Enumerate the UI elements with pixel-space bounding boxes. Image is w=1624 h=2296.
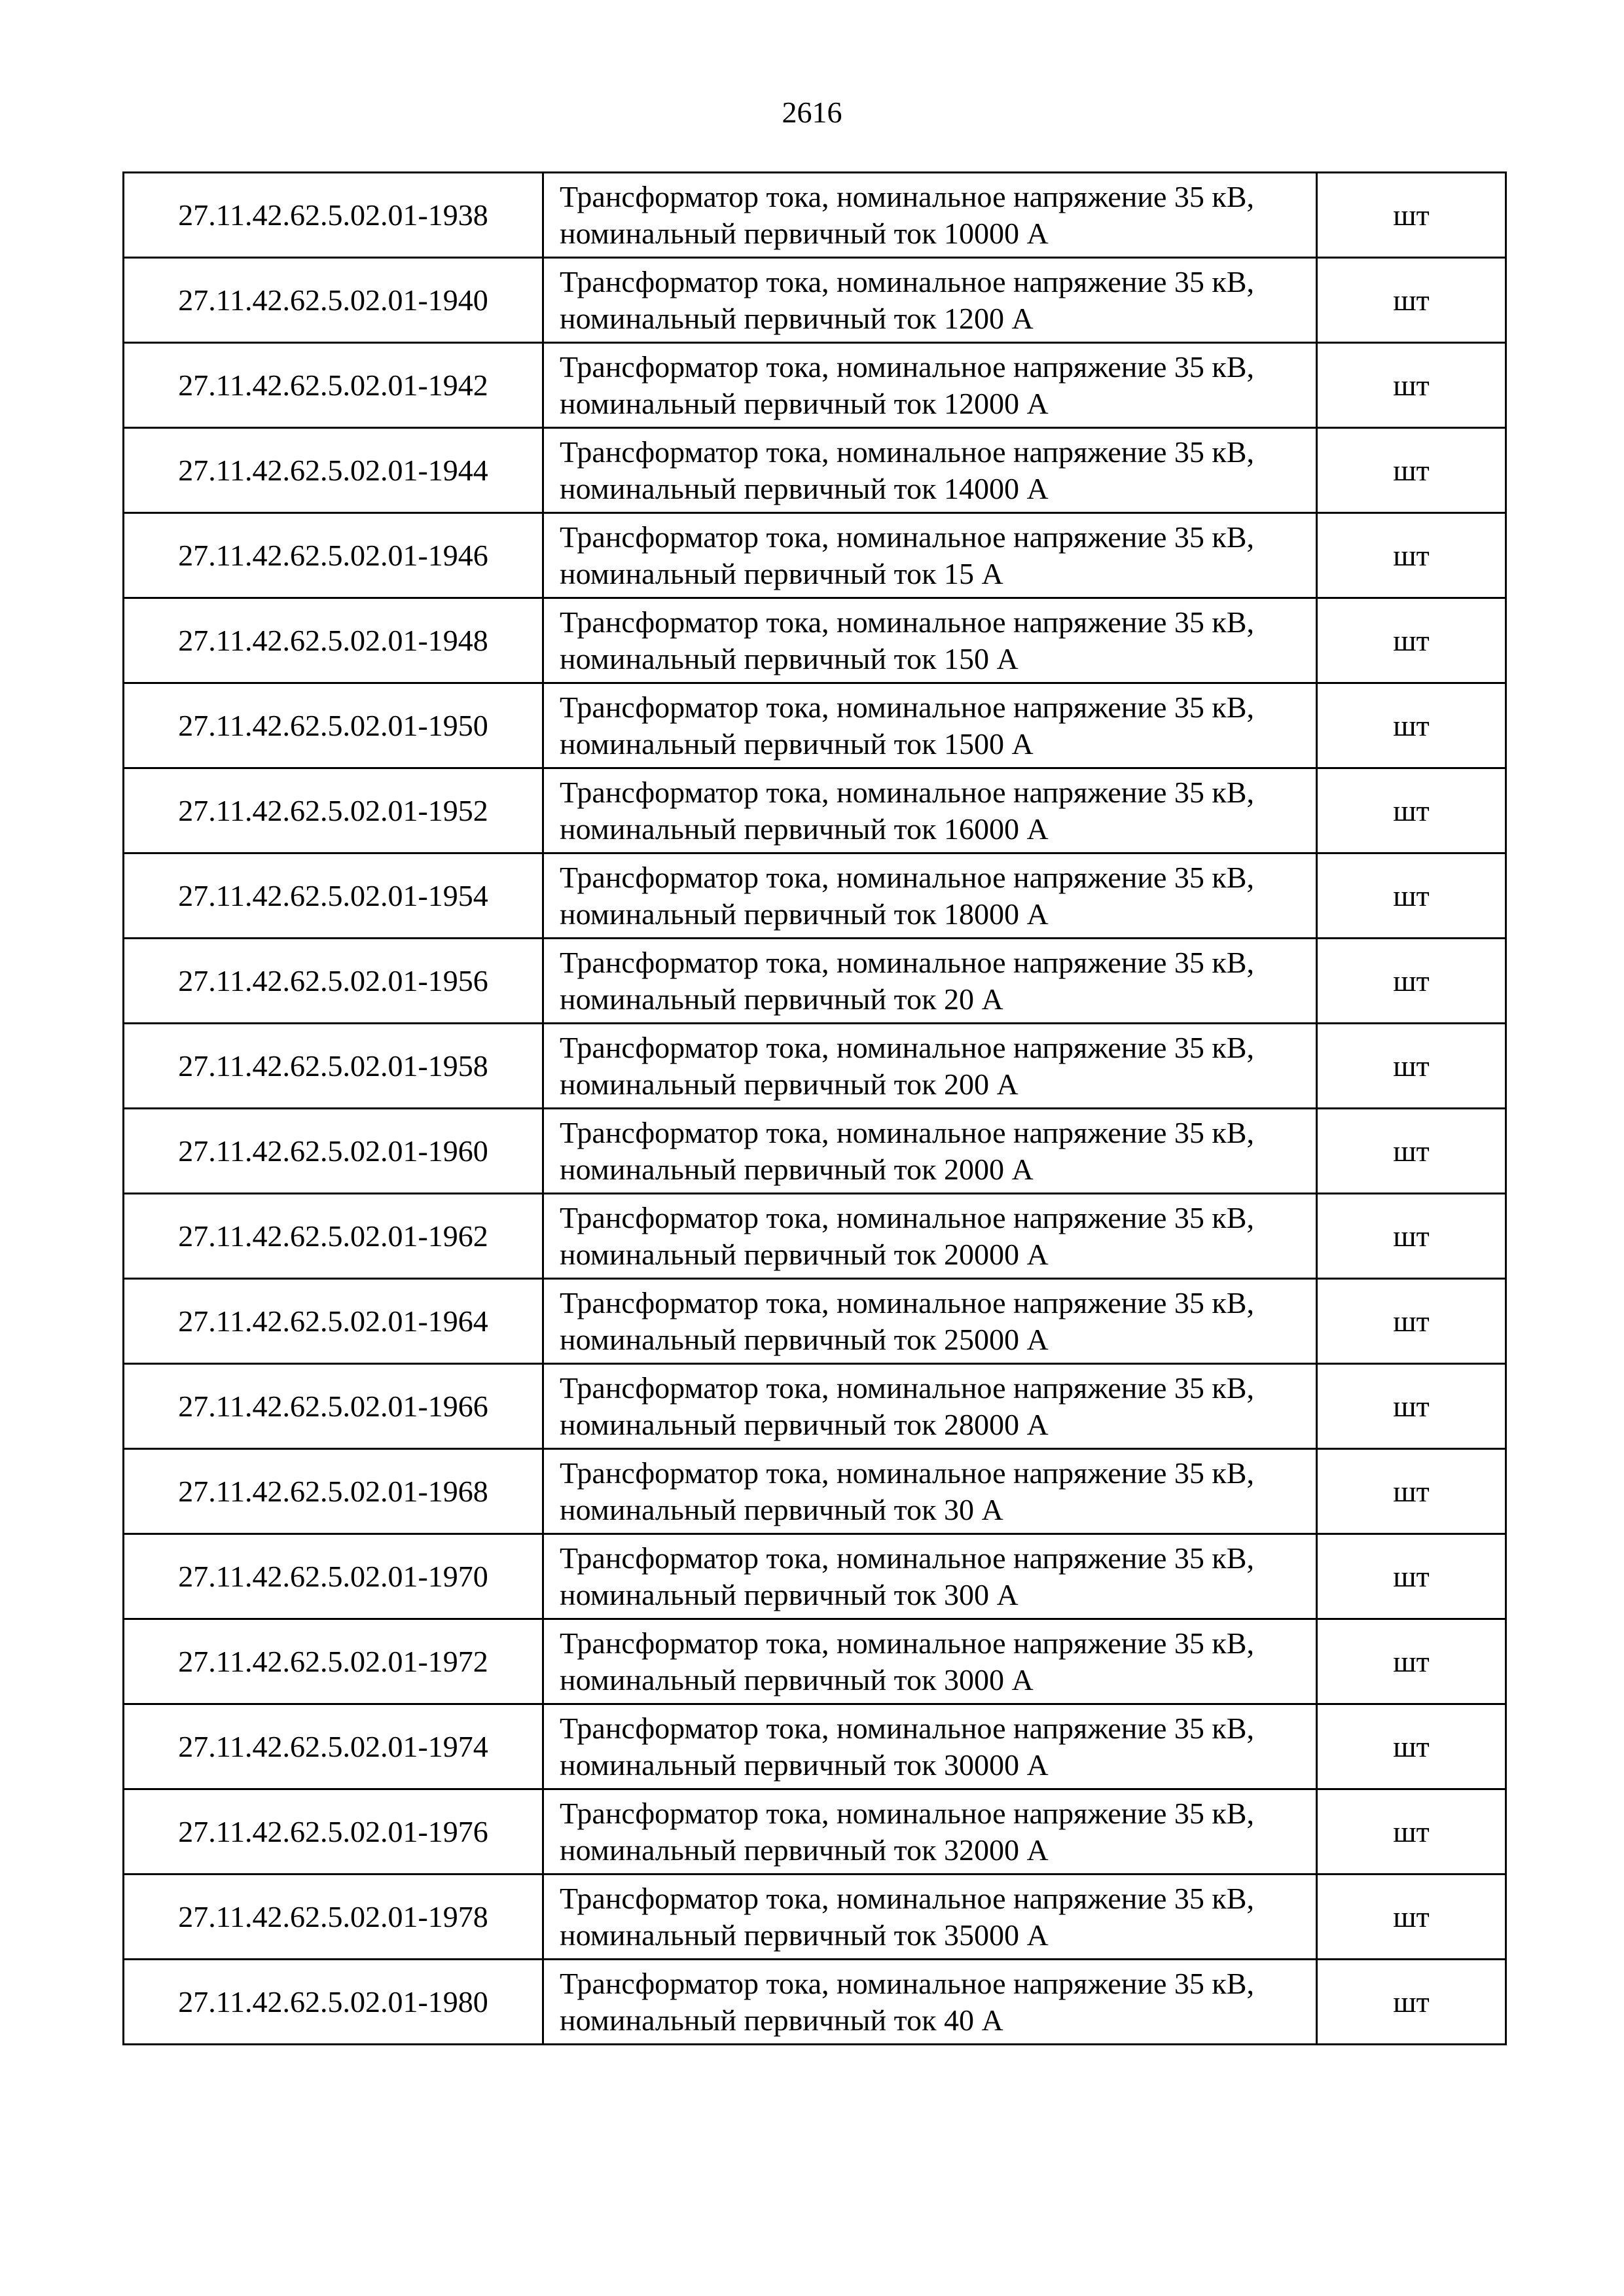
unit-cell: шт [1317, 1534, 1506, 1619]
table-row [124, 1619, 1506, 1704]
code-cell: 27.11.42.62.5.02.01-1946 [124, 513, 543, 598]
code-cell: 27.11.42.62.5.02.01-1968 [124, 1449, 543, 1534]
unit-cell: шт [1317, 1109, 1506, 1194]
unit-cell: шт [1317, 939, 1506, 1024]
unit-cell: шт [1317, 343, 1506, 428]
code-cell: 27.11.42.62.5.02.01-1962 [124, 1194, 543, 1279]
code-cell: 27.11.42.62.5.02.01-1938 [124, 173, 543, 258]
name-cell: Трансформатор тока, номинальное напряжение 35 кВ, номинальный первичный ток 150 А [543, 598, 1317, 683]
table-row [124, 683, 1506, 768]
name-cell: Трансформатор тока, номинальное напряжение 35 кВ, номинальный первичный ток 12000 А [543, 343, 1317, 428]
unit-cell: шт [1317, 598, 1506, 683]
table-row [124, 258, 1506, 343]
table-row [124, 428, 1506, 513]
code-cell: 27.11.42.62.5.02.01-1950 [124, 683, 543, 768]
code-cell: 27.11.42.62.5.02.01-1944 [124, 428, 543, 513]
name-cell: Трансформатор тока, номинальное напряжение 35 кВ, номинальный первичный ток 15 А [543, 513, 1317, 598]
name-cell: Трансформатор тока, номинальное напряжение 35 кВ, номинальный первичный ток 200 А [543, 1024, 1317, 1109]
table-row [124, 1109, 1506, 1194]
unit-cell: шт [1317, 1874, 1506, 1960]
name-cell: Трансформатор тока, номинальное напряжение 35 кВ, номинальный первичный ток 28000 А [543, 1364, 1317, 1449]
code-cell: 27.11.42.62.5.02.01-1948 [124, 598, 543, 683]
unit-cell: шт [1317, 1364, 1506, 1449]
table-row [124, 1789, 1506, 1874]
unit-cell: шт [1317, 173, 1506, 258]
name-cell: Трансформатор тока, номинальное напряжение 35 кВ, номинальный первичный ток 18000 А [543, 853, 1317, 939]
name-cell: Трансформатор тока, номинальное напряжение 35 кВ, номинальный первичный ток 40 А [543, 1960, 1317, 2045]
table-row [124, 1279, 1506, 1364]
name-cell: Трансформатор тока, номинальное напряжение 35 кВ, номинальный первичный ток 14000 А [543, 428, 1317, 513]
table-row [124, 1024, 1506, 1109]
name-cell: Трансформатор тока, номинальное напряжение 35 кВ, номинальный первичный ток 300 А [543, 1534, 1317, 1619]
name-cell: Трансформатор тока, номинальное напряжение 35 кВ, номинальный первичный ток 30000 А [543, 1704, 1317, 1789]
table-row [124, 1960, 1506, 2045]
name-cell: Трансформатор тока, номинальное напряжение 35 кВ, номинальный первичный ток 32000 А [543, 1789, 1317, 1874]
table-row [124, 173, 1506, 258]
unit-cell: шт [1317, 683, 1506, 768]
code-cell: 27.11.42.62.5.02.01-1956 [124, 939, 543, 1024]
name-cell: Трансформатор тока, номинальное напряжение 35 кВ, номинальный первичный ток 35000 А [543, 1874, 1317, 1960]
code-cell: 27.11.42.62.5.02.01-1966 [124, 1364, 543, 1449]
table-row [124, 1194, 1506, 1279]
unit-cell: шт [1317, 1704, 1506, 1789]
unit-cell: шт [1317, 768, 1506, 853]
unit-cell: шт [1317, 1194, 1506, 1279]
code-cell: 27.11.42.62.5.02.01-1942 [124, 343, 543, 428]
code-cell: 27.11.42.62.5.02.01-1970 [124, 1534, 543, 1619]
code-cell: 27.11.42.62.5.02.01-1964 [124, 1279, 543, 1364]
page-number: 2616 [782, 96, 842, 129]
code-cell: 27.11.42.62.5.02.01-1980 [124, 1960, 543, 2045]
name-cell: Трансформатор тока, номинальное напряжение 35 кВ, номинальный первичный ток 30 А [543, 1449, 1317, 1534]
code-cell: 27.11.42.62.5.02.01-1940 [124, 258, 543, 343]
name-cell: Трансформатор тока, номинальное напряжение 35 кВ, номинальный первичный ток 1500 А [543, 683, 1317, 768]
code-cell: 27.11.42.62.5.02.01-1974 [124, 1704, 543, 1789]
name-cell: Трансформатор тока, номинальное напряжение 35 кВ, номинальный первичный ток 16000 А [543, 768, 1317, 853]
unit-cell: шт [1317, 1449, 1506, 1534]
unit-cell: шт [1317, 428, 1506, 513]
unit-cell: шт [1317, 1960, 1506, 2045]
code-cell: 27.11.42.62.5.02.01-1952 [124, 768, 543, 853]
table-row [124, 1449, 1506, 1534]
table-row [124, 1364, 1506, 1449]
unit-cell: шт [1317, 1619, 1506, 1704]
code-cell: 27.11.42.62.5.02.01-1978 [124, 1874, 543, 1960]
table-row [124, 1534, 1506, 1619]
table-row [124, 343, 1506, 428]
unit-cell: шт [1317, 258, 1506, 343]
table-row [124, 1874, 1506, 1960]
name-cell: Трансформатор тока, номинальное напряжение 35 кВ, номинальный первичный ток 1200 А [543, 258, 1317, 343]
table-row [124, 513, 1506, 598]
code-cell: 27.11.42.62.5.02.01-1958 [124, 1024, 543, 1109]
name-cell: Трансформатор тока, номинальное напряжение 35 кВ, номинальный первичный ток 2000 А [543, 1109, 1317, 1194]
name-cell: Трансформатор тока, номинальное напряжение 35 кВ, номинальный первичный ток 25000 А [543, 1279, 1317, 1364]
unit-cell: шт [1317, 853, 1506, 939]
resource-table [122, 171, 1507, 2045]
table-row [124, 853, 1506, 939]
table-row [124, 939, 1506, 1024]
table-row [124, 768, 1506, 853]
unit-cell: шт [1317, 1789, 1506, 1874]
code-cell: 27.11.42.62.5.02.01-1954 [124, 853, 543, 939]
name-cell: Трансформатор тока, номинальное напряжение 35 кВ, номинальный первичный ток 20 А [543, 939, 1317, 1024]
code-cell: 27.11.42.62.5.02.01-1976 [124, 1789, 543, 1874]
unit-cell: шт [1317, 513, 1506, 598]
code-cell: 27.11.42.62.5.02.01-1960 [124, 1109, 543, 1194]
unit-cell: шт [1317, 1024, 1506, 1109]
table-row [124, 598, 1506, 683]
name-cell: Трансформатор тока, номинальное напряжение 35 кВ, номинальный первичный ток 20000 А [543, 1194, 1317, 1279]
code-cell: 27.11.42.62.5.02.01-1972 [124, 1619, 543, 1704]
table-row [124, 1704, 1506, 1789]
name-cell: Трансформатор тока, номинальное напряжение 35 кВ, номинальный первичный ток 10000 А [543, 173, 1317, 258]
unit-cell: шт [1317, 1279, 1506, 1364]
name-cell: Трансформатор тока, номинальное напряжение 35 кВ, номинальный первичный ток 3000 А [543, 1619, 1317, 1704]
table-body [124, 173, 1506, 2045]
